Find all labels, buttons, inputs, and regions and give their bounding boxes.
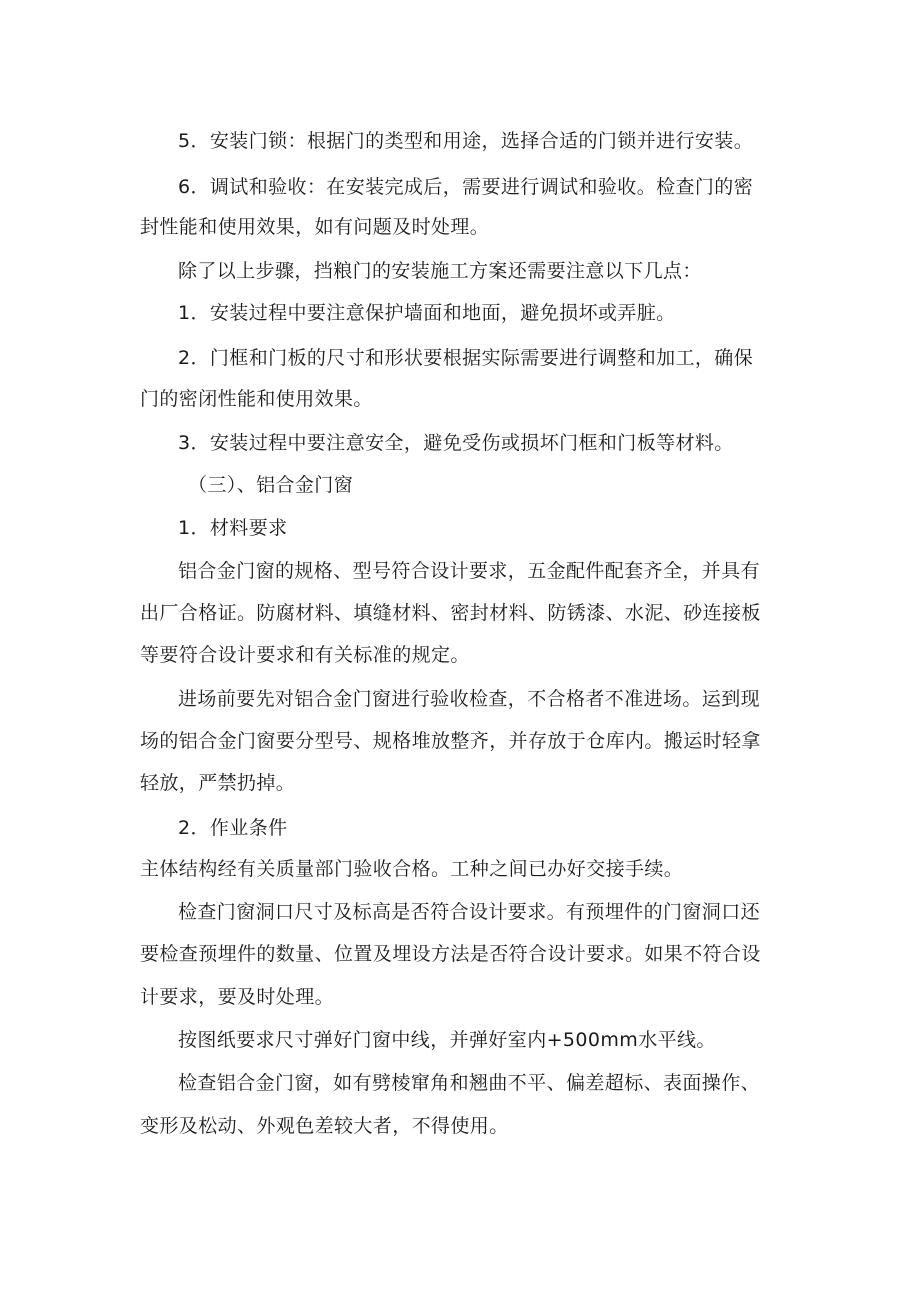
text-line: 除了以上步骤，挡粮门的安装施工方案还需要注意以下几点： <box>178 260 702 282</box>
subsection-heading: 2．作业条件 <box>178 817 288 839</box>
text-line: 按图纸要求尺寸弹好门窗中线，并弹好室内+500mm水平线。 <box>178 1029 716 1051</box>
text-line: 1．安装过程中要注意保护墙面和地面，避免损坏或弄脏。 <box>178 302 676 324</box>
text-line: 场的铝合金门窗要分型号、规格堆放整齐，并存放于仓库内。搬运时轻拿 <box>140 730 761 752</box>
text-line: 变形及松动、外观色差较大者，不得使用。 <box>140 1115 509 1137</box>
text-line: 门的密闭性能和使用效果。 <box>140 388 373 410</box>
text-line: 出厂合格证。防腐材料、填缝材料、密封材料、防锈漆、水泥、砂连接板 <box>140 602 761 624</box>
subsection-heading: 1．材料要求 <box>178 517 288 539</box>
text-line: 检查门窗洞口尺寸及标高是否符合设计要求。有预埋件的门窗洞口还 <box>178 901 761 923</box>
text-line: 铝合金门窗的规格、型号符合设计要求，五金配件配套齐全，并具有 <box>178 560 761 582</box>
text-line: 5．安装门锁：根据门的类型和用途，选择合适的门锁并进行安装。 <box>178 130 754 152</box>
section-heading: （三）、铝合金门窗 <box>188 474 354 496</box>
text-line: 进场前要先对铝合金门窗进行验收检查，不合格者不准进场。运到现 <box>178 688 761 710</box>
text-line: 等要符合设计要求和有关标准的规定。 <box>140 644 470 666</box>
text-line: 2．门框和门板的尺寸和形状要根据实际需要进行调整和加工，确保 <box>178 347 754 369</box>
text-line: 计要求，要及时处理。 <box>140 986 335 1008</box>
text-line: 轻放，严禁扔掉。 <box>140 772 296 794</box>
text-line: 主体结构经有关质量部门验收合格。工种之间已办好交接手续。 <box>140 858 684 880</box>
text-line: 要检查预埋件的数量、位置及埋设方法是否符合设计要求。如果不符合设 <box>140 943 761 965</box>
text-line: 3．安装过程中要注意安全，避免受伤或损坏门框和门板等材料。 <box>178 432 734 454</box>
text-line: 检查铝合金门窗，如有劈棱窜角和翘曲不平、偏差超标、表面操作、 <box>178 1072 761 1094</box>
text-line: 6．调试和验收：在安装完成后，需要进行调试和验收。检查门的密 <box>178 176 754 198</box>
text-line: 封性能和使用效果，如有问题及时处理。 <box>140 216 490 238</box>
